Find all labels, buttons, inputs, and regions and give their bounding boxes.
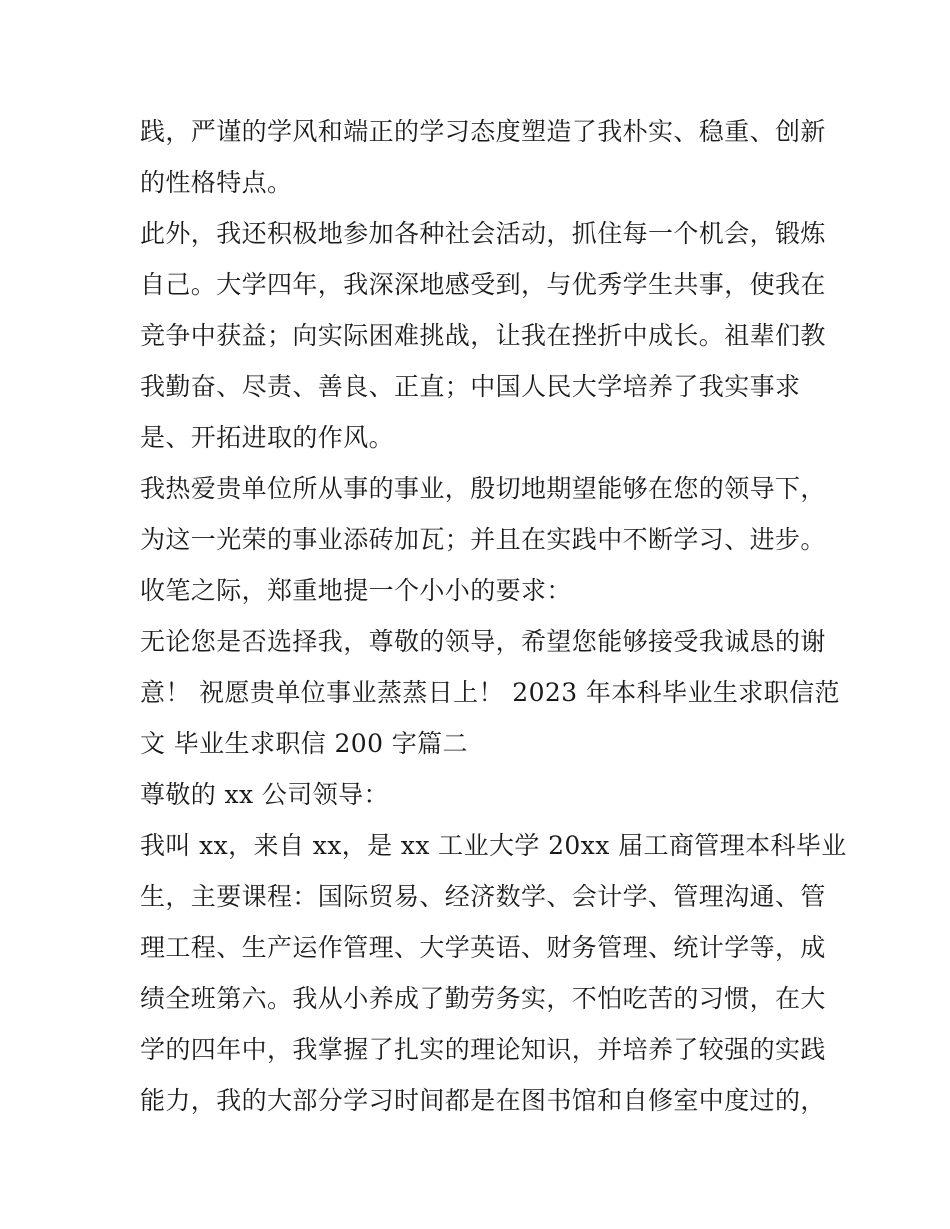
text-line: 是、开拓进取的作风。 (140, 423, 395, 452)
text-line: 的性格特点。 (140, 168, 293, 197)
text-line: 意！ 祝愿贵单位事业蒸蒸日上！ 2023 年本科毕业生求职信范 (140, 678, 840, 707)
text-line: 文 毕业生求职信 200 字篇二 (140, 729, 468, 758)
text-line: 我热爱贵单位所从事的事业，殷切地期望能够在您的领导下， (140, 474, 826, 503)
document-body (140, 106, 847, 1126)
text-line: 践，严谨的学风和端正的学习态度塑造了我朴实、稳重、创新 (140, 117, 826, 146)
text-line: 能力，我的大部分学习时间都是在图书馆和自修室中度过的， (140, 1086, 826, 1115)
text-line: 此外，我还积极地参加各种社会活动，抓住每一个机会，锻炼 (140, 219, 826, 248)
text-line: 绩全班第六。我从小养成了勤劳务实，不怕吃苦的习惯，在大 (140, 984, 826, 1013)
text-line: 竞争中获益；向实际困难挑战，让我在挫折中成长。祖辈们教 (140, 321, 826, 350)
text-line: 我叫 xx，来自 xx，是 xx 工业大学 20xx 届工商管理本科毕业 (140, 831, 847, 860)
text-line: 学的四年中，我掌握了扎实的理论知识，并培养了较强的实践 (140, 1035, 826, 1064)
text-line: 生，主要课程：国际贸易、经济数学、会计学、管理沟通、管 (140, 882, 826, 911)
text-line: 理工程、生产运作管理、大学英语、财务管理、统计学等，成 (140, 933, 826, 962)
text-line: 自己。大学四年，我深深地感受到，与优秀学生共事，使我在 (140, 270, 826, 299)
text-line: 无论您是否选择我，尊敬的领导，希望您能够接受我诚恳的谢 (140, 627, 826, 656)
salutation-line: 尊敬的 xx 公司领导： (140, 780, 389, 809)
text-line: 收笔之际，郑重地提一个小小的要求： (140, 576, 572, 605)
text-line: 为这一光荣的事业添砖加瓦；并且在实践中不断学习、进步。 (140, 525, 826, 554)
text-line: 我勤奋、尽责、善良、正直；中国人民大学培养了我实事求 (140, 372, 801, 401)
